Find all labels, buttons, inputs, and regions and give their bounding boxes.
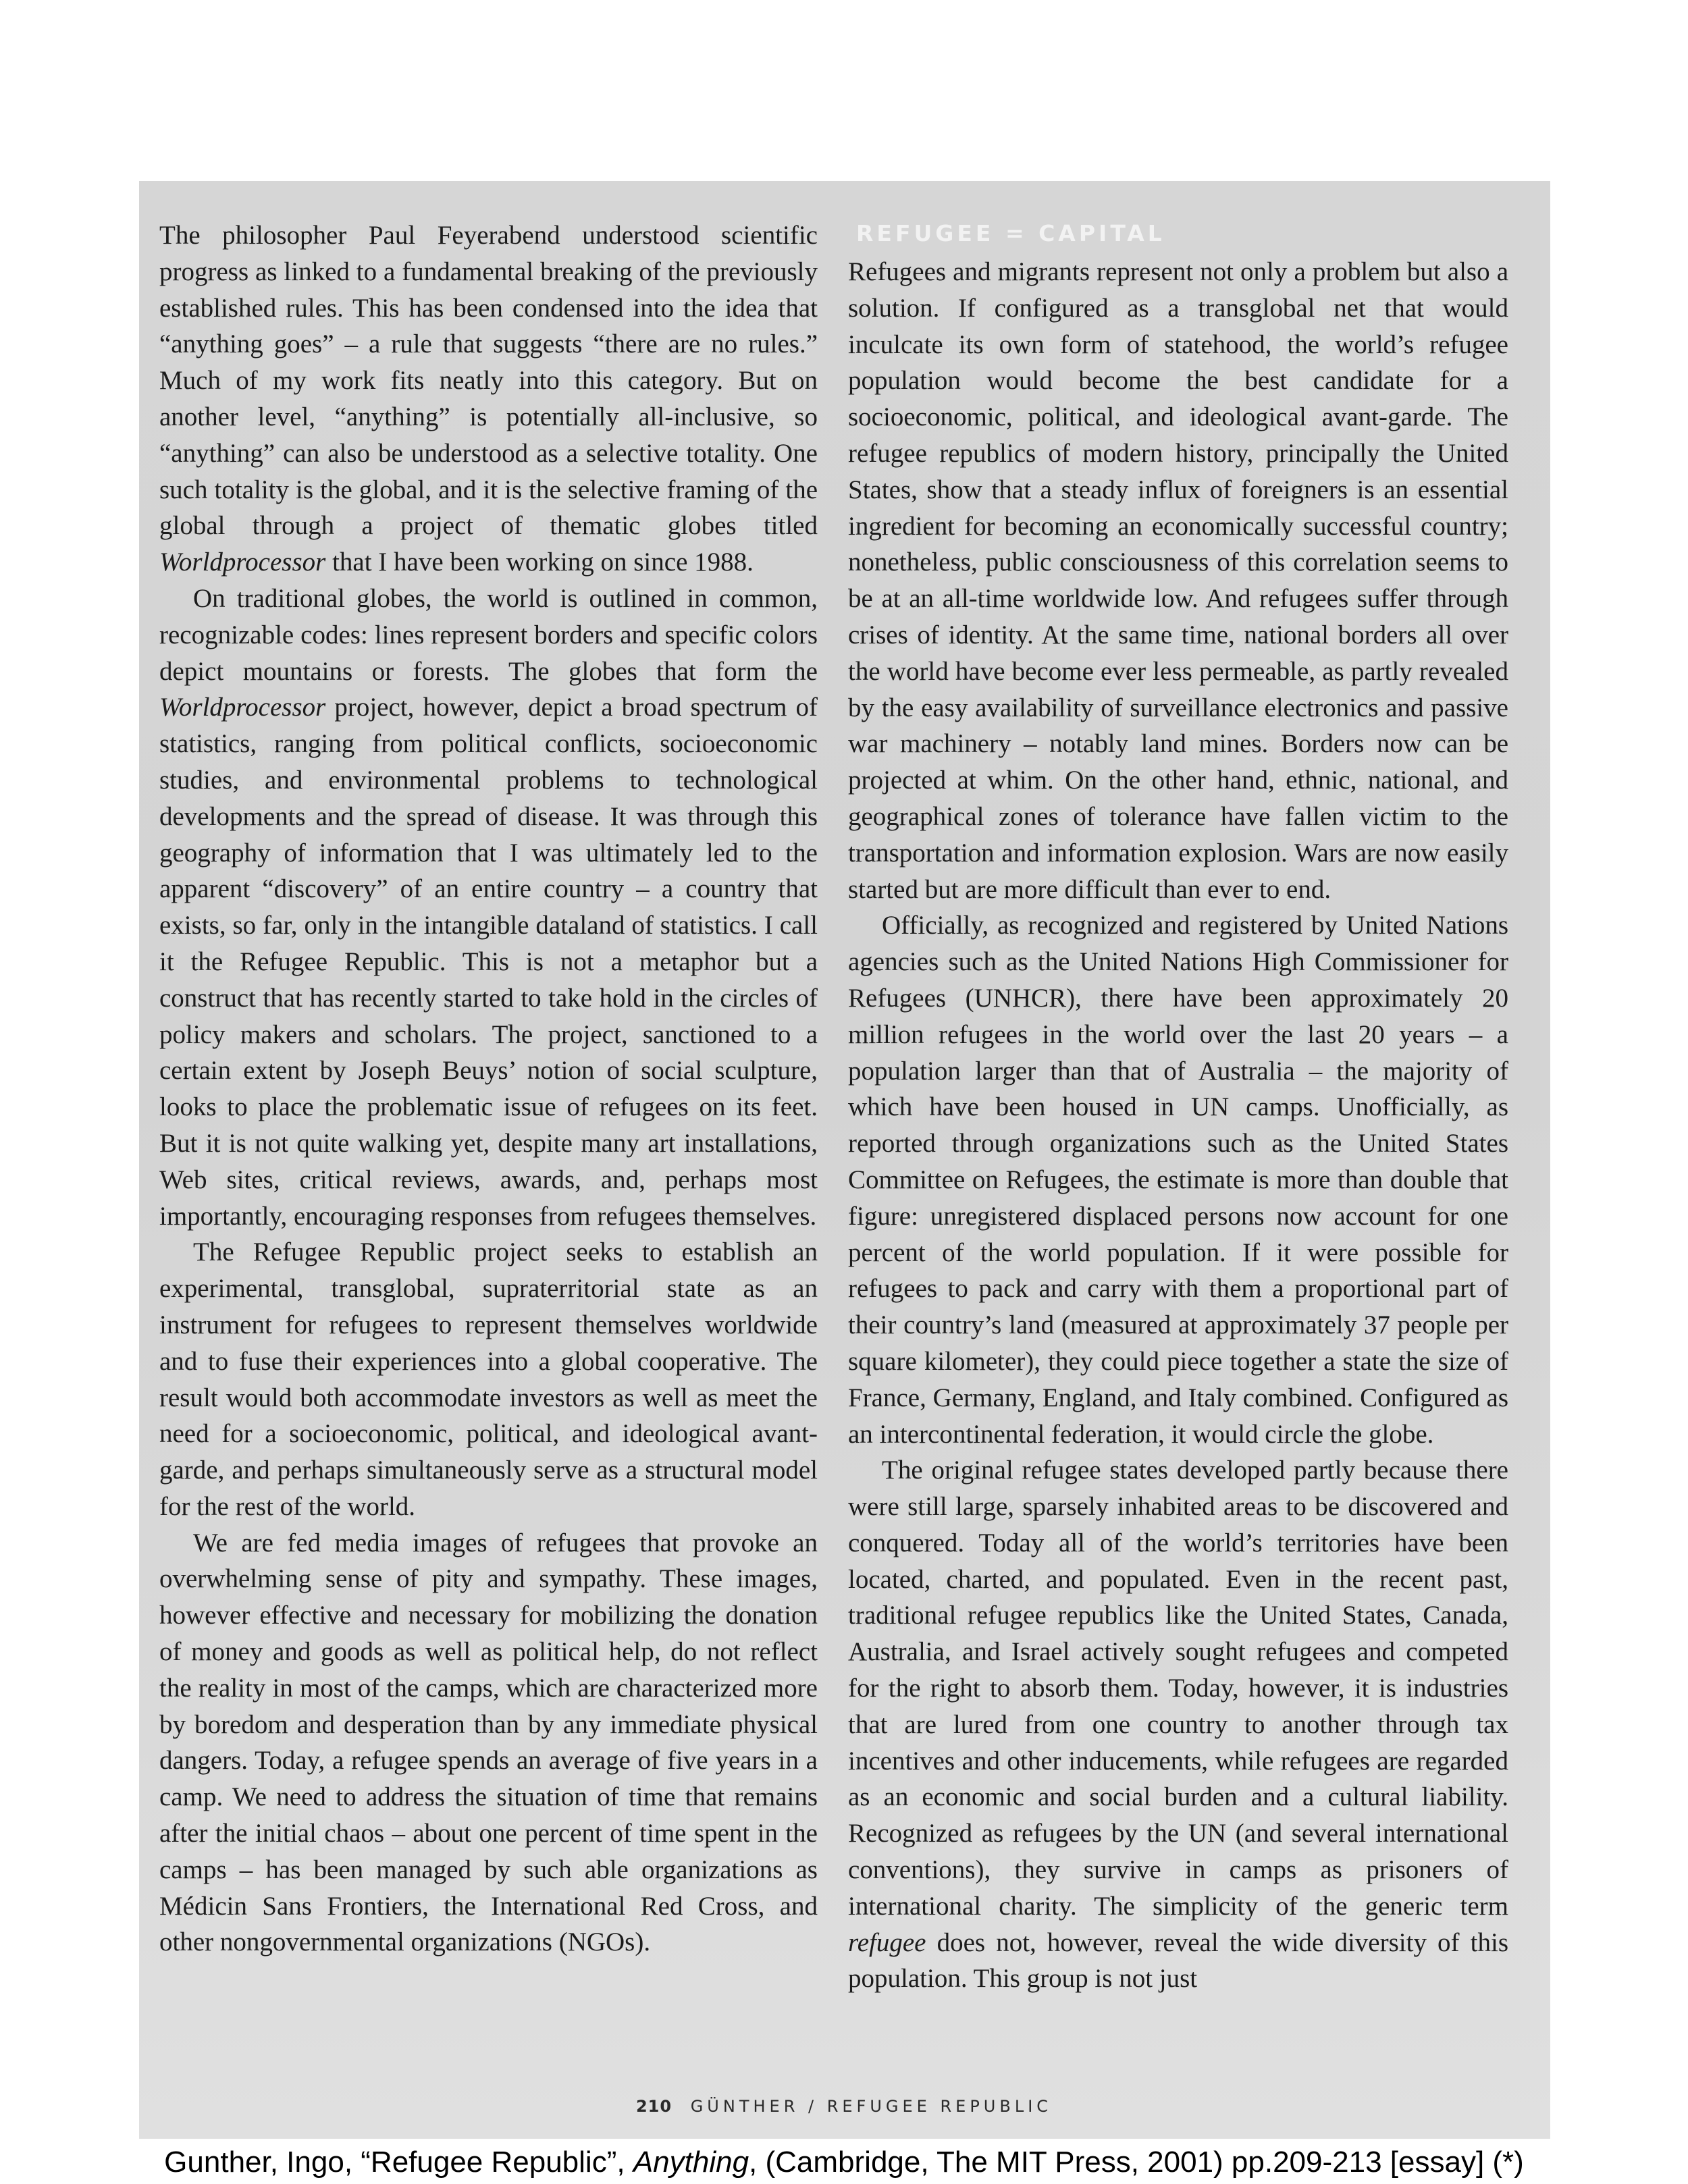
section-heading: REFUGEE = CAPITAL	[856, 220, 1165, 246]
left-paragraph-3: The Refugee Republic project seeks to establish an experimental, transglobal, supraterritorial state as an instrument for refugees to represent themselves worldwide and to fuse their experiences into a global cooperative. The result would both accommodate investors as well as meet the need for a socioeconomic, political, and ideological avant-garde, and perhaps simultaneously serve as a structural model for the rest of the world.	[159, 1237, 818, 1521]
left-paragraph-1: The philosopher Paul Feyerabend understood scientific progress as linked to a fundamental breaking of the previously established rules. This has been condensed into the idea that “anything goes” – a rule that suggests “there are no rules.” Much of my work fits neatly into this category. But on another level, “anything” is potentially all-inclusive, so “anything” can also be understood as a selective totality. One such totality is the global, and it is the selective framing of the global through a project of thematic globes titled Worldprocessor that I have been working on since 1988.	[159, 221, 818, 577]
right-paragraph-3: The original refugee states developed partly because there were still large, sparsely inhabited areas to be discovered and conquered. Today all of the world’s territories have been located, charted, and populated. Even in the recent past, traditional refugee republics like the United States, Canada, Australia, and Israel actively sought refugees and competed for the right to absorb them. Today, however, it is industries that are lured from one country to another through tax incentives and other inducements, while refugees are regarded as an economic and social burden and a cultural liability. Recognized as refugees by the UN (and several international conventions), they survive in camps as prisoners of international charity. The simplicity of the generic term refugee does not, however, reveal the wide diversity of this population. This group is not just	[848, 1456, 1508, 1994]
left-paragraph-4: We are fed media images of refugees that provoke an overwhelming sense of pity and sympathy. These images, however effective and necessary for mobilizing the donation of money and goods as well as political help, do not reflect the reality in most of the camps, which are characterized more by boredom and desperation than by any immediate physical dangers. Today, a refugee spends an average of five years in a camp. We need to address the situation of time that remains after the initial chaos – about one percent of time spent in the camps – has been managed by such able organizations as Médicin Sans Frontiers, the International Red Cross, and other nongovernmental organizations (NGOs).	[159, 1528, 818, 1957]
right-column	[848, 254, 1508, 1997]
citation-line: Gunther, Ingo, “Refugee Republic”, Anything, (Cambridge, The MIT Press, 2001) pp.209-213 [essay] (*)	[164, 2146, 1524, 2179]
running-head: GÜNTHER / REFUGEE REPUBLIC	[690, 2097, 1053, 2116]
citation-title: Anything	[633, 2146, 749, 2179]
left-paragraph-2: On traditional globes, the world is outlined in common, recognizable codes: lines represent borders and specific colors depict mountains or forests. The globes that form the Worldprocessor project, however, depict a broad spectrum of statistics, ranging from political conflicts, socioeconomic studies, and environmental problems to technological developments and the spread of disease. It was through this geography of information that I was ultimately led to the apparent “discovery” of an entire country – a country that exists, so far, only in the intangible dataland of statistics. I call it the Refugee Republic. This is not a metaphor but a construct that has recently started to take hold in the circles of policy makers and scholars. The project, sanctioned to a certain extent by Joseph Beuys’ notion of social sculpture, looks to place the problematic issue of refugees on its feet. But it is not quite walking yet, despite many art installations, Web sites, critical reviews, awards, and, perhaps most importantly, encouraging responses from refugees themselves.	[159, 583, 818, 1231]
left-column	[159, 217, 818, 1961]
running-footer	[0, 2097, 1688, 2116]
page-number: 210	[635, 2097, 672, 2116]
right-paragraph-2: Officially, as recognized and registered by United Nations agencies such as the United Nations High Commissioner for Refugees (UNHCR), there have been approximately 20 million refugees in the world over the last 20 years – a population larger than that of Australia – the majority of which have been housed in UN camps. Unofficially, as reported through organizations such as the United States Committee on Refugees, the estimate is more than double that figure: unregistered displaced persons now account for one percent of the world population. If it were possible for refugees to pack and carry with them a proportional part of their country’s land (measured at approximately 37 people per square kilometer), they could piece together a state the size of France, Germany, England, and Italy combined. Configured as an intercontinental federation, it would circle the globe.	[848, 911, 1508, 1449]
right-paragraph-1: Refugees and migrants represent not only a problem but also a solution. If configured as a transglobal net that would inculcate its own form of statehood, the world’s refugee population would become the best candidate for a socioeconomic, political, and ideological avant-garde. The refugee republics of modern history, principally the United States, show that a steady influx of foreigners is an essential ingredient for becoming an economically successful country; nonetheless, public consciousness of this correlation seems to be at an all-time worldwide low. And refugees suffer through crises of identity. At the same time, national borders all over the world have become ever less permeable, as partly revealed by the easy availability of surveillance electronics and passive war machinery – notably land mines. Borders now can be projected at whim. On the other hand, ethnic, national, and geographical zones of tolerance have fallen victim to the transportation and information explosion. Wars are now easily started but are more difficult than ever to end.	[848, 257, 1508, 904]
